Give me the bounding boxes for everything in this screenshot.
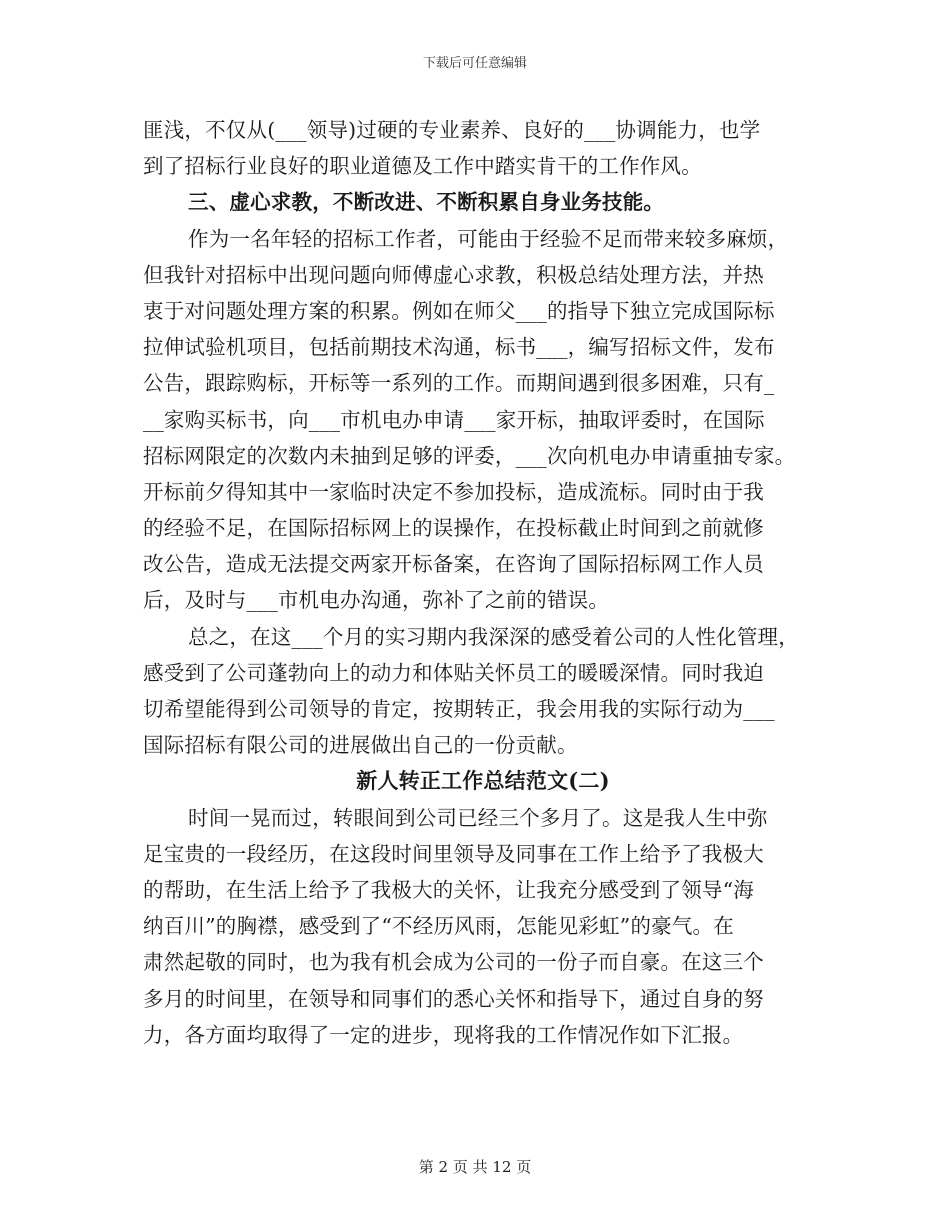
body-line: 肃然起敬的同时，也为我有机会成为公司的一份子而自豪。在这三个 xyxy=(143,950,764,975)
body-line: 招标网限定的次数内未抽到足够的评委，___次向机电办申请重抽专家。 xyxy=(143,443,796,468)
document-body xyxy=(143,112,823,1053)
body-line: 总之，在这___个月的实习期内我深深的感受着公司的人性化管理， xyxy=(188,624,799,649)
body-line: 衷于对问题处理方案的积累。例如在师父___的指导下独立完成国际标 xyxy=(143,298,775,323)
body-line: 后，及时与___市机电办沟通，弥补了之前的错误。 xyxy=(143,588,610,613)
body-line: 改公告，造成无法提交两家开标备案，在咨询了国际招标网工作人员 xyxy=(143,552,764,577)
body-line: 作为一名年轻的招标工作者，可能由于经验不足而带来较多麻烦， xyxy=(188,226,789,251)
body-line: 到了招标行业良好的职业道德及工作中踏实肯干的工作作风。 xyxy=(143,154,702,179)
body-line: 时间一晃而过，转眼间到公司已经三个多月了。这是我人生中弥 xyxy=(188,805,768,830)
body-line: 拉伸试验机项目，包括前期技术沟通，标书___，编写招标文件，发布 xyxy=(143,335,775,360)
section-heading: 三、虚心求教，不断改进、不断积累自身业务技能。 xyxy=(188,190,665,215)
body-line: 但我针对招标中出现问题向师傅虚心求教，积极总结处理方法，并热 xyxy=(143,262,764,287)
body-line: 公告，跟踪购标，开标等一系列的工作。而期间遇到很多困难，只有_ xyxy=(143,371,775,396)
page-footer: 第 2 页 共 12 页 xyxy=(418,1158,532,1176)
body-line: 力，各方面均取得了一定的进步，现将我的工作情况作如下汇报。 xyxy=(143,1022,744,1047)
document-title: 新人转正工作总结范文(二) xyxy=(356,768,610,794)
body-line: 感受到了公司蓬勃向上的动力和体贴关怀员工的暖暖深情。同时我迫 xyxy=(143,660,764,685)
body-line: 开标前夕得知其中一家临时决定不参加投标，造成流标。同时由于我 xyxy=(143,479,764,504)
body-line: 多月的时间里，在领导和同事们的悉心关怀和指导下，通过自身的努 xyxy=(143,986,764,1011)
body-line: 的经验不足，在国际招标网上的误操作，在投标截止时间到之前就修 xyxy=(143,516,764,541)
page-header: 下载后可任意编辑 xyxy=(422,56,527,71)
body-line: 足宝贵的一段经历，在这段时间里领导及同事在工作上给予了我极大 xyxy=(143,841,764,866)
body-line: 纳百川”的胸襟，感受到了“不经历风雨，怎能见彩虹”的豪气。在 xyxy=(143,914,734,939)
body-line: 匪浅，不仅从(___领导)过硬的专业素养、良好的___协调能力，也学 xyxy=(143,118,761,142)
body-line: __家购买标书，向___市机电办申请___家开标，抽取评委时，在国际 xyxy=(143,407,765,432)
body-line: 的帮助，在生活上给予了我极大的关怀，让我充分感受到了领导“海 xyxy=(143,877,754,902)
body-line: 国际招标有限公司的进展做出自己的一份贡献。 xyxy=(143,733,578,758)
body-line: 切希望能得到公司领导的肯定，按期转正，我会用我的实际行动为___ xyxy=(143,697,775,721)
